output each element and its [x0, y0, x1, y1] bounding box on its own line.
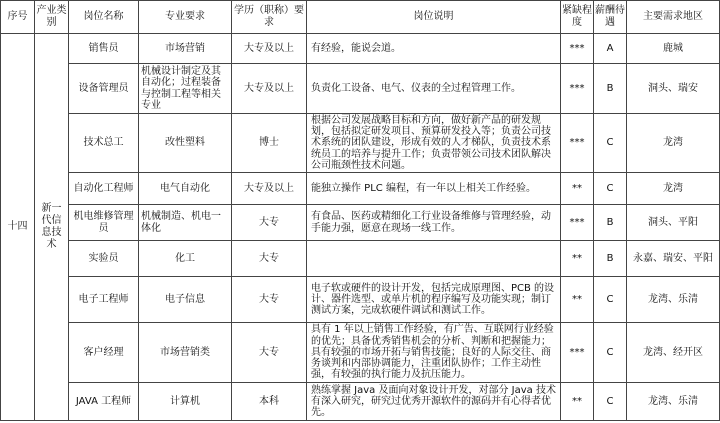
- education-cell: 大专: [232, 241, 307, 277]
- education-cell: 本科: [232, 383, 307, 421]
- salary-cell: B: [594, 205, 627, 241]
- table-row: [1, 64, 720, 114]
- major-cell: 机械制造、机电一体化: [139, 205, 232, 241]
- salary-cell: C: [594, 323, 627, 383]
- position-cell: 实验员: [69, 241, 139, 277]
- position-cell: 技术总工: [69, 114, 139, 173]
- urgency-cell: ***: [561, 34, 594, 64]
- description-cell: 电子软或硬件的设计开发，包括完成原理图、PCB 的设计、器件选型、或单片机的程序编写及功能实现；制订测试方案，完成软硬件调试和测试工作。: [307, 277, 561, 323]
- group-seq-cell: 十四: [1, 34, 35, 421]
- education-cell: 大专及以上: [232, 34, 307, 64]
- table-row: [1, 173, 720, 205]
- position-cell: 客户经理: [69, 323, 139, 383]
- header-major: 专业要求: [139, 1, 232, 34]
- region-cell: 龙湾、经开区: [627, 323, 720, 383]
- urgency-cell: **: [561, 383, 594, 421]
- salary-cell: C: [594, 277, 627, 323]
- header-region: 主要需求地区: [627, 1, 720, 34]
- major-cell: 化工: [139, 241, 232, 277]
- description-cell: 具有 1 年以上销售工作经验，有广告、互联网行业经验的优先；具备优秀销售机会的分析、判断和把握能力；具有较强的市场开拓与销售技能；良好的人际交往、商务谈判和内部协调能力，注重团队协作；工作主动性强，有较强的执行能力及抗压能力。: [307, 323, 561, 383]
- header-row: [1, 1, 720, 34]
- table-row: [1, 241, 720, 277]
- header-urgency: 紧缺程度: [561, 1, 594, 34]
- position-cell: 销售员: [69, 34, 139, 64]
- salary-cell: C: [594, 383, 627, 421]
- header-industry: 产业类别: [35, 1, 69, 34]
- salary-cell: A: [594, 34, 627, 64]
- major-cell: 电子信息: [139, 277, 232, 323]
- description-cell: [307, 241, 561, 277]
- description-cell: 根据公司发展战略目标和方向，做好新产品的研发规划，包括拟定研发项目、预算研发投入等；负责公司技术系统的团队建设，形成有效的人才梯队，负责技术系统员工的培养与提升工作；负责带领公司技术团队解决公司瓶颈性技术问题。: [307, 114, 561, 173]
- education-cell: 大专: [232, 205, 307, 241]
- description-cell: 熟练掌握 Java 及面向对象设计开发，对部分 Java 技术有深入研究，研究过优秀开源软件的源码并有心得者优先。: [307, 383, 561, 421]
- table-row: [1, 323, 720, 383]
- region-cell: 永嘉、瑞安、平阳: [627, 241, 720, 277]
- education-cell: 大专: [232, 323, 307, 383]
- region-cell: 龙湾、乐清: [627, 383, 720, 421]
- table-row: [1, 205, 720, 241]
- education-cell: 大专: [232, 277, 307, 323]
- major-cell: 电气自动化: [139, 173, 232, 205]
- urgency-cell: ***: [561, 205, 594, 241]
- region-cell: 龙湾: [627, 173, 720, 205]
- salary-cell: C: [594, 173, 627, 205]
- table-row: [1, 277, 720, 323]
- group-industry-cell: 新一代信息技术: [35, 34, 69, 421]
- urgency-cell: ***: [561, 114, 594, 173]
- table-row: [1, 34, 720, 64]
- description-cell: 有食品、医药或精细化工行业设备维修与管理经验，动手能力强，愿意在现场一线工作。: [307, 205, 561, 241]
- description-cell: 有经验，能说会道。: [307, 34, 561, 64]
- major-cell: 计算机: [139, 383, 232, 421]
- major-cell: 改性塑料: [139, 114, 232, 173]
- urgency-cell: ***: [561, 64, 594, 114]
- header-description: 岗位说明: [307, 1, 561, 34]
- header-salary: 薪酬待遇: [594, 1, 627, 34]
- salary-cell: C: [594, 114, 627, 173]
- urgency-cell: **: [561, 277, 594, 323]
- header-seq: 序号: [1, 1, 35, 34]
- urgency-cell: ***: [561, 323, 594, 383]
- salary-cell: B: [594, 64, 627, 114]
- major-cell: 市场营销类: [139, 323, 232, 383]
- position-cell: 机电维修管理员: [69, 205, 139, 241]
- region-cell: 洞头、瑞安: [627, 64, 720, 114]
- region-cell: 洞头、平阳: [627, 205, 720, 241]
- header-position: 岗位名称: [69, 1, 139, 34]
- table-row: [1, 114, 720, 173]
- education-cell: 大专及以上: [232, 64, 307, 114]
- urgency-cell: **: [561, 241, 594, 277]
- position-cell: 自动化工程师: [69, 173, 139, 205]
- region-cell: 龙湾: [627, 114, 720, 173]
- position-cell: 设备管理员: [69, 64, 139, 114]
- major-cell: 市场营销: [139, 34, 232, 64]
- position-cell: 电子工程师: [69, 277, 139, 323]
- education-cell: 博士: [232, 114, 307, 173]
- header-education: 学历（职称）要求: [232, 1, 307, 34]
- salary-cell: B: [594, 241, 627, 277]
- table-row: [1, 383, 720, 421]
- description-cell: 能独立操作 PLC 编程，有一年以上相关工作经验。: [307, 173, 561, 205]
- description-cell: 负责化工设备、电气、仪表的全过程管理工作。: [307, 64, 561, 114]
- education-cell: 大专及以上: [232, 173, 307, 205]
- urgency-cell: **: [561, 173, 594, 205]
- region-cell: 鹿城: [627, 34, 720, 64]
- position-cell: JAVA 工程师: [69, 383, 139, 421]
- major-cell: 机械设计制定及其自动化；过程装备与控制工程等相关专业: [139, 64, 232, 114]
- region-cell: 龙湾、乐清: [627, 277, 720, 323]
